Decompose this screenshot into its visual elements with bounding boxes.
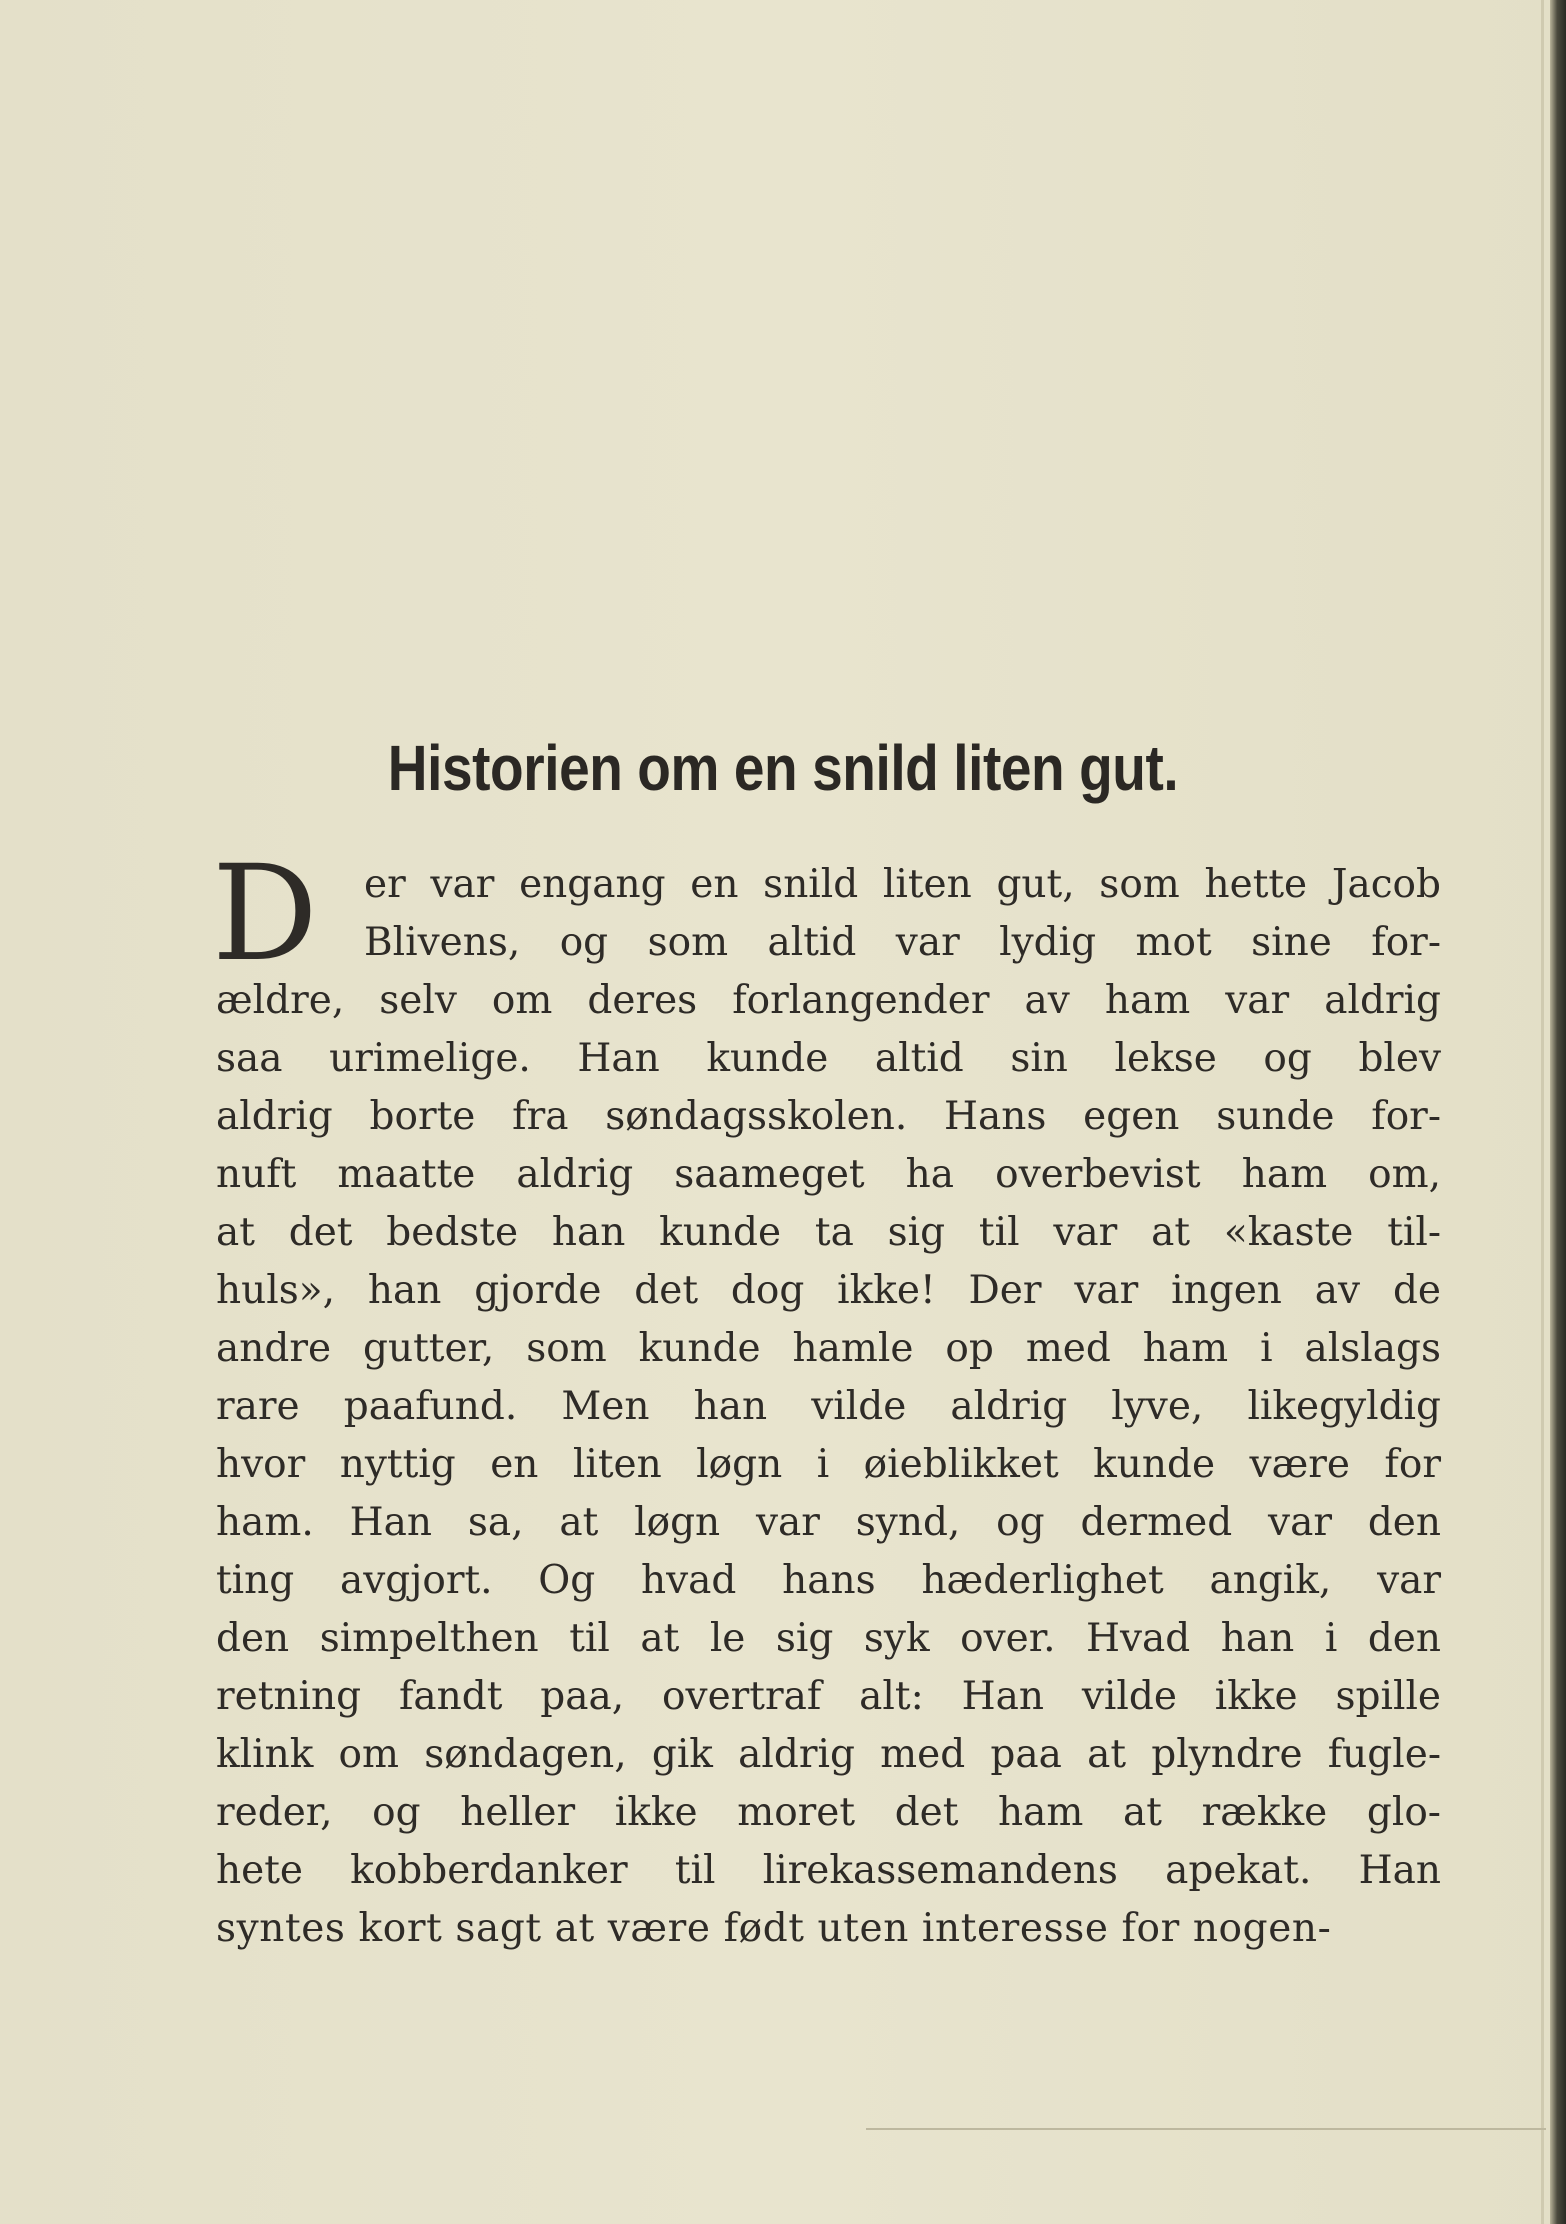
chapter-title: Historien om en snild liten gut. [387, 732, 1179, 804]
text-line-3: ældre, selv om deres forlangender av ham var aldrig [216, 978, 1441, 1023]
text-line-6: nuft maatte aldrig saameget ha overbevist ham om, [216, 1152, 1441, 1197]
bottom-rule [866, 2128, 1546, 2130]
text-line-10: rare paafund. Men han vilde aldrig lyve, likegyldig [216, 1384, 1441, 1429]
text-line-12: ham. Han sa, at løgn var synd, og dermed var den [216, 1500, 1441, 1545]
text-line-14: den simpelthen til at le sig syk over. Hvad han i den [216, 1616, 1441, 1661]
text-line-19: syntes kort sagt at være født uten interesse for nogen- [216, 1906, 1332, 1951]
text-line-17: reder, og heller ikke moret det ham at række glo- [216, 1790, 1441, 1835]
text-line-16: klink om søndagen, gik aldrig med paa at plyndre fugle- [216, 1732, 1441, 1777]
text-line-2: Blivens, og som altid var lydig mot sine for- [364, 920, 1441, 965]
text-line-18: hete kobberdanker til lirekassemandens apekat. Han [216, 1848, 1441, 1893]
text-line-11: hvor nyttig en liten løgn i øieblikket kunde være for [216, 1442, 1441, 1487]
page-edge-line [1541, 0, 1544, 2224]
text-line-13: ting avgjort. Og hvad hans hæderlighet angik, var [216, 1558, 1441, 1603]
text-line-15: retning fandt paa, overtraf alt: Han vilde ikke spille [216, 1674, 1441, 1719]
text-line-1: er var engang en snild liten gut, som hette Jacob [364, 862, 1441, 907]
book-spine [1550, 0, 1566, 2224]
body-text [216, 856, 1441, 1958]
text-line-9: andre gutter, som kunde hamle op med ham i alslags [216, 1326, 1441, 1371]
text-line-5: aldrig borte fra søndagsskolen. Hans egen sunde for- [216, 1094, 1441, 1139]
text-line-7: at det bedste han kunde ta sig til var at «kaste til- [216, 1210, 1441, 1255]
text-line-8: huls», han gjorde det dog ikke! Der var ingen av de [216, 1268, 1441, 1313]
text-line-4: saa urimelige. Han kunde altid sin lekse og blev [216, 1036, 1441, 1081]
drop-cap: D [212, 837, 318, 991]
